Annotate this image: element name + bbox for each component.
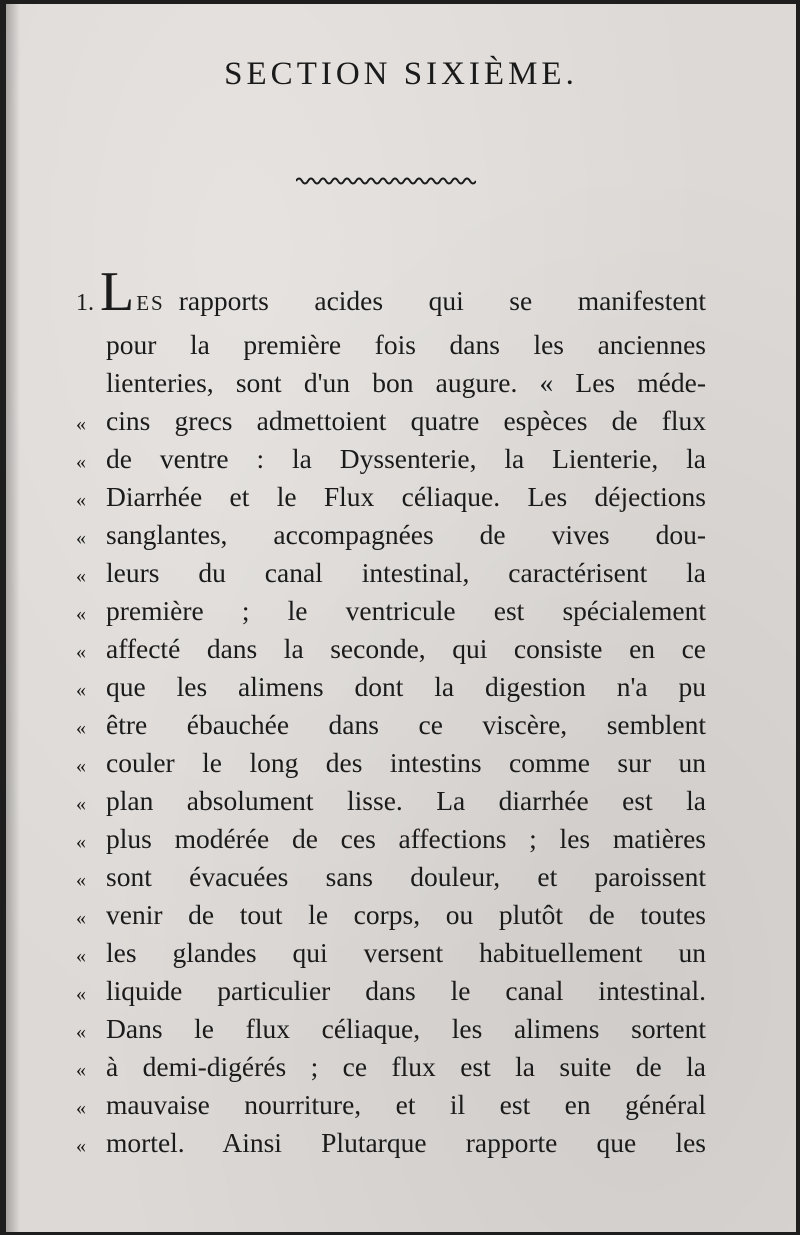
line-text: être ébauchée dans ce viscère, semblent: [106, 709, 706, 740]
quote-mark: «: [76, 641, 86, 663]
quote-mark: «: [76, 945, 86, 967]
line-text: que les alimens dont la digestion n'a pu: [106, 671, 706, 702]
line-text: plus modérée de ces affections ; les matières: [106, 823, 706, 854]
quote-mark: «: [76, 603, 86, 625]
line-text: Dans le flux céliaque, les alimens sortent: [106, 1013, 706, 1044]
decorative-wavy-rule: [296, 174, 476, 188]
quote-mark: «: [76, 717, 86, 739]
quote-mark: «: [76, 679, 86, 701]
binding-shadow: [6, 4, 20, 1232]
book-page: [6, 4, 796, 1232]
text-line: [76, 478, 706, 516]
quote-mark: «: [76, 1059, 86, 1081]
paragraph-first-line: [76, 261, 706, 326]
line-text: sanglantes, accompagnées de vives dou-: [106, 519, 706, 550]
text-line: [76, 972, 706, 1010]
line-text: sont évacuées sans douleur, et paroissent: [106, 861, 706, 892]
line-text: à demi-digérés ; ce flux est la suite de la: [106, 1051, 706, 1082]
text-line: [76, 440, 706, 478]
line-text: venir de tout le corps, ou plutôt de toutes: [106, 899, 706, 930]
paragraph-lines: [76, 326, 706, 1162]
quote-mark: «: [76, 527, 86, 549]
first-line-text: rapports acides qui se manifestent: [178, 285, 706, 316]
text-line: [76, 554, 706, 592]
body-text: [76, 261, 706, 1162]
line-text: plan absolument lisse. La diarrhée est la: [106, 785, 706, 816]
quote-mark: «: [76, 869, 86, 891]
quote-mark: «: [76, 793, 86, 815]
text-line: [76, 1010, 706, 1048]
quote-mark: «: [76, 983, 86, 1005]
line-text: cins grecs admettoient quatre espèces de flux: [106, 405, 706, 436]
text-line: [76, 516, 706, 554]
text-line: [76, 402, 706, 440]
text-line: [76, 326, 706, 364]
line-text: première ; le ventricule est spécialement: [106, 595, 706, 626]
text-line: [76, 592, 706, 630]
drop-cap: L: [100, 261, 135, 323]
quote-mark: «: [76, 1135, 86, 1157]
section-title: SECTION SIXIÈME.: [224, 56, 578, 92]
text-line: [76, 782, 706, 820]
quote-mark: «: [76, 907, 86, 929]
text-line: [76, 706, 706, 744]
line-text: mortel. Ainsi Plutarque rapporte que les: [106, 1127, 706, 1158]
line-text: mauvaise nourriture, et il est en général: [106, 1089, 706, 1120]
paragraph-number: 1.: [76, 290, 94, 316]
quote-mark: «: [76, 1021, 86, 1043]
text-line: [76, 858, 706, 896]
text-line: [76, 668, 706, 706]
line-text: couler le long des intestins comme sur un: [106, 747, 706, 778]
text-line: [76, 630, 706, 668]
line-text: leurs du canal intestinal, caractérisent la: [106, 557, 706, 588]
line-text: pour la première fois dans les anciennes: [106, 329, 706, 360]
text-line: [76, 934, 706, 972]
line-text: affecté dans la seconde, qui consiste en ce: [106, 633, 706, 664]
quote-mark: «: [76, 755, 86, 777]
line-text: Diarrhée et le Flux céliaque. Les déjections: [106, 481, 706, 512]
quote-mark: «: [76, 831, 86, 853]
quote-mark: «: [76, 565, 86, 587]
text-line: [76, 1124, 706, 1162]
text-line: [76, 1086, 706, 1124]
small-caps-word: ES: [136, 291, 165, 315]
line-text: liquide particulier dans le canal intestinal.: [106, 975, 706, 1006]
quote-mark: «: [76, 1097, 86, 1119]
text-line: [76, 364, 706, 402]
text-line: [76, 896, 706, 934]
text-line: [76, 744, 706, 782]
text-line: [76, 1048, 706, 1086]
text-line: [76, 820, 706, 858]
line-text: les glandes qui versent habituellement un: [106, 937, 706, 968]
line-text: de ventre : la Dyssenterie, la Lienterie, la: [106, 443, 706, 474]
quote-mark: «: [76, 489, 86, 511]
quote-mark: «: [76, 451, 86, 473]
quote-mark: «: [76, 413, 86, 435]
line-text: lienteries, sont d'un bon augure. « Les méde-: [106, 367, 706, 398]
